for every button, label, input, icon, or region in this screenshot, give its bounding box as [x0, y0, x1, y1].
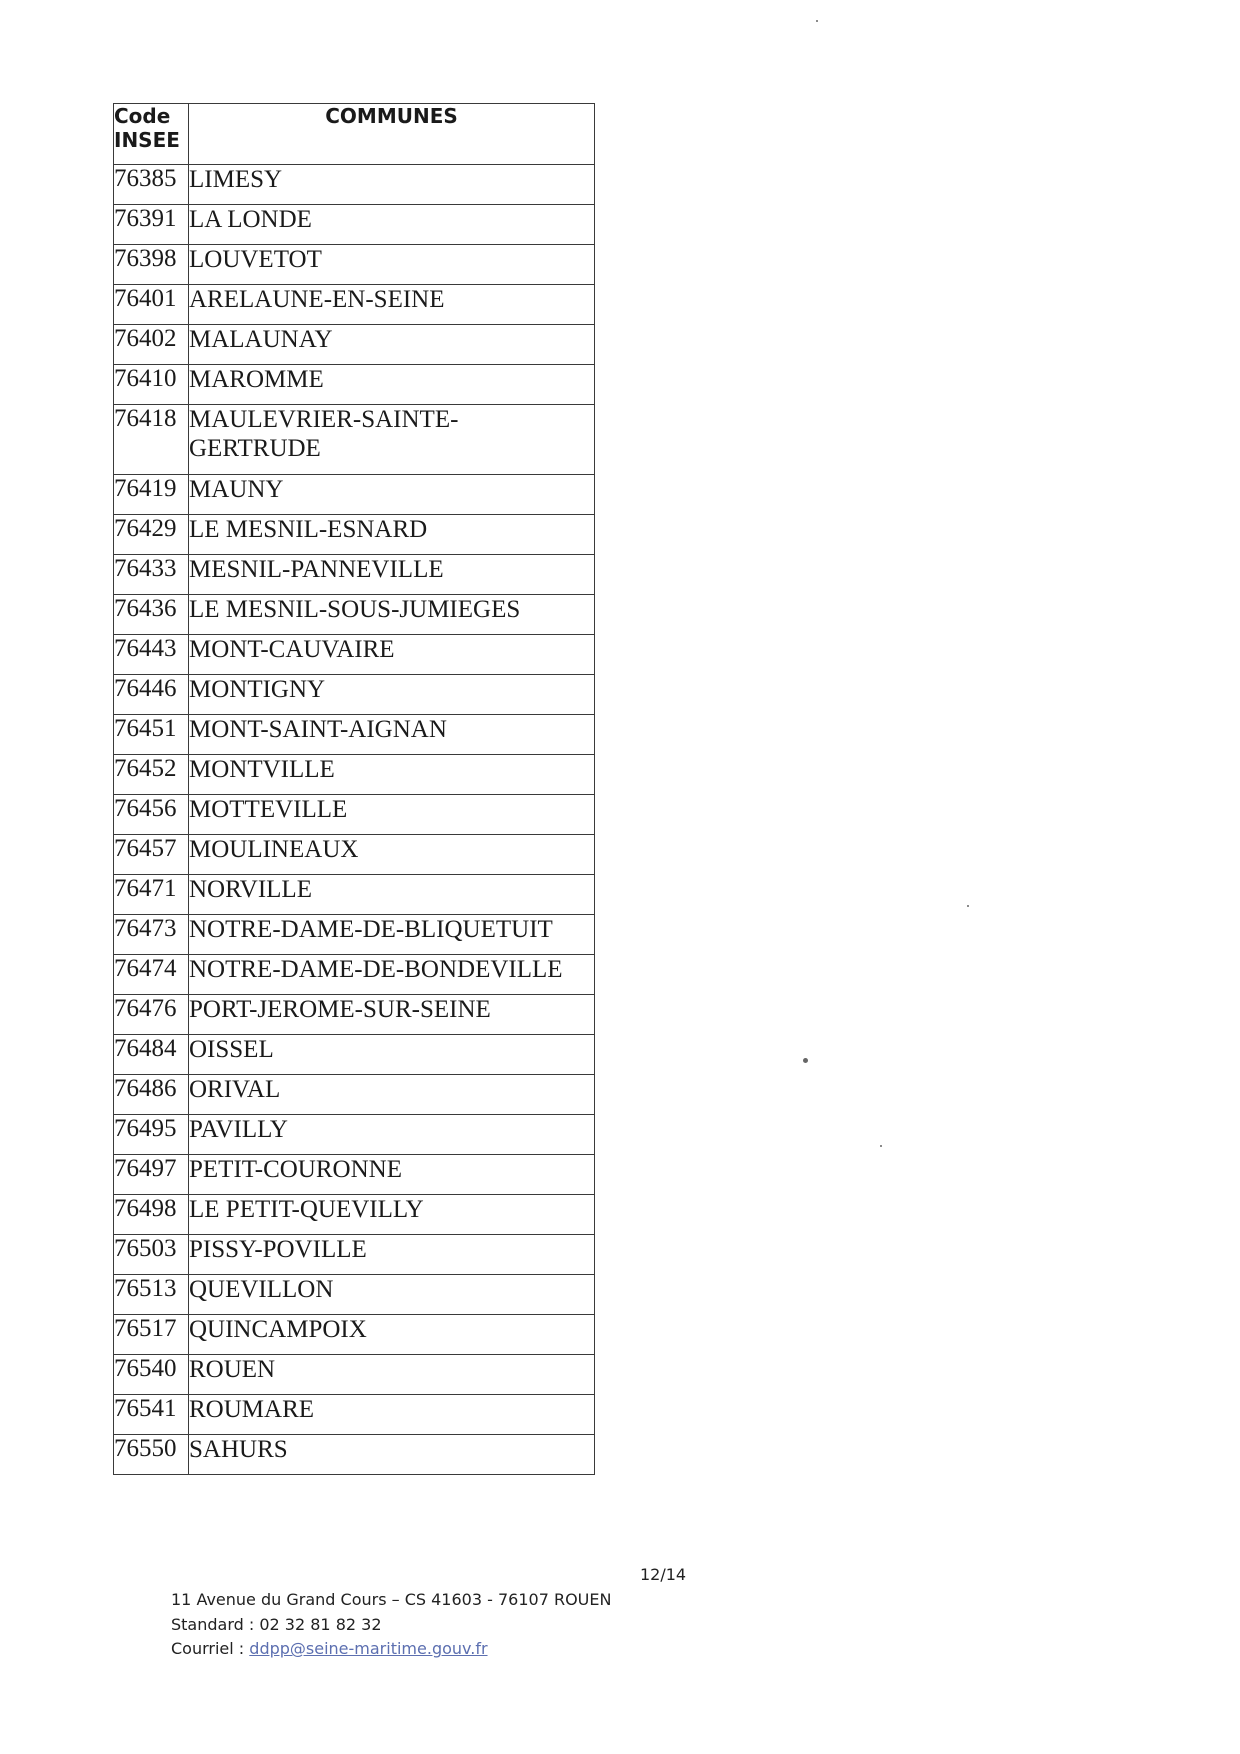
insee-code-cell: 76513: [114, 1275, 189, 1315]
commune-name-cell: MONT-SAINT-AIGNAN: [189, 715, 595, 755]
insee-code-cell: 76402: [114, 325, 189, 365]
header-code-insee: Code INSEE: [114, 104, 189, 165]
insee-code-cell: 76484: [114, 1035, 189, 1075]
commune-name-cell: ORIVAL: [189, 1075, 595, 1115]
table-row: [114, 165, 595, 205]
commune-name-cell: LE MESNIL-ESNARD: [189, 515, 595, 555]
footer-address: 11 Avenue du Grand Cours – CS 41603 - 76107 ROUEN: [171, 1590, 612, 1609]
insee-code-cell: 76476: [114, 995, 189, 1035]
footer-email-link[interactable]: ddpp@seine-maritime.gouv.fr: [249, 1639, 488, 1658]
table-row: [114, 795, 595, 835]
table-row: [114, 595, 595, 635]
commune-name-cell: MONTIGNY: [189, 675, 595, 715]
insee-code-cell: 76486: [114, 1075, 189, 1115]
table-row: [114, 1395, 595, 1435]
table-row: [114, 675, 595, 715]
insee-code-cell: 76391: [114, 205, 189, 245]
table-row: [114, 835, 595, 875]
scan-speck: [880, 1145, 882, 1147]
insee-code-cell: 76410: [114, 365, 189, 405]
scan-speck: [803, 1058, 808, 1063]
table-row: [114, 1075, 595, 1115]
table-row: [114, 325, 595, 365]
table-row: [114, 245, 595, 285]
commune-name-cell: SAHURS: [189, 1435, 595, 1475]
insee-code-cell: 76474: [114, 955, 189, 995]
insee-code-cell: 76541: [114, 1395, 189, 1435]
footer: [171, 1588, 611, 1662]
commune-name-cell: LE MESNIL-SOUS-JUMIEGES: [189, 595, 595, 635]
insee-code-cell: 76443: [114, 635, 189, 675]
commune-name-cell: ARELAUNE-EN-SEINE: [189, 285, 595, 325]
commune-name-cell: MALAUNAY: [189, 325, 595, 365]
commune-name-cell: LA LONDE: [189, 205, 595, 245]
insee-code-cell: 76429: [114, 515, 189, 555]
insee-code-cell: 76419: [114, 475, 189, 515]
table-row: [114, 205, 595, 245]
table-row: [114, 1275, 595, 1315]
table-row: [114, 1155, 595, 1195]
commune-name-cell: NOTRE-DAME-DE-BONDEVILLE: [189, 955, 595, 995]
insee-code-cell: 76452: [114, 755, 189, 795]
table-row: [114, 285, 595, 325]
commune-name-cell: PAVILLY: [189, 1115, 595, 1155]
table-row: [114, 1195, 595, 1235]
insee-code-cell: 76385: [114, 165, 189, 205]
table-row: [114, 915, 595, 955]
table-row: [114, 995, 595, 1035]
insee-code-cell: 76433: [114, 555, 189, 595]
insee-code-cell: 76550: [114, 1435, 189, 1475]
insee-code-cell: 76451: [114, 715, 189, 755]
table-row: [114, 1435, 595, 1475]
insee-code-cell: 76503: [114, 1235, 189, 1275]
commune-name-cell: MOTTEVILLE: [189, 795, 595, 835]
table-row: [114, 1115, 595, 1155]
commune-name-cell: MAROMME: [189, 365, 595, 405]
commune-name-cell: PORT-JEROME-SUR-SEINE: [189, 995, 595, 1035]
insee-code-cell: 76418: [114, 405, 189, 475]
commune-name-cell: NORVILLE: [189, 875, 595, 915]
table-row: [114, 1355, 595, 1395]
insee-code-cell: 76497: [114, 1155, 189, 1195]
commune-name-cell: QUINCAMPOIX: [189, 1315, 595, 1355]
commune-name-cell: MOULINEAUX: [189, 835, 595, 875]
insee-code-cell: 76495: [114, 1115, 189, 1155]
commune-name-cell: LOUVETOT: [189, 245, 595, 285]
table-row: [114, 1235, 595, 1275]
scan-speck: [967, 905, 969, 907]
insee-code-cell: 76498: [114, 1195, 189, 1235]
commune-name-cell: MONTVILLE: [189, 755, 595, 795]
commune-name-cell: PETIT-COURONNE: [189, 1155, 595, 1195]
table-row: [114, 365, 595, 405]
footer-email-label: Courriel :: [171, 1639, 245, 1658]
commune-name-cell: OISSEL: [189, 1035, 595, 1075]
insee-code-cell: 76398: [114, 245, 189, 285]
commune-name-cell: MAULEVRIER-SAINTE- GERTRUDE: [189, 405, 595, 475]
insee-code-cell: 76540: [114, 1355, 189, 1395]
table-row: [114, 475, 595, 515]
table-row: [114, 755, 595, 795]
table-row: [114, 405, 595, 475]
commune-name-cell: ROUMARE: [189, 1395, 595, 1435]
table-header-row: [114, 104, 595, 165]
insee-code-cell: 76446: [114, 675, 189, 715]
insee-code-cell: 76436: [114, 595, 189, 635]
insee-code-cell: 76473: [114, 915, 189, 955]
commune-name-cell: MONT-CAUVAIRE: [189, 635, 595, 675]
table-row: [114, 555, 595, 595]
commune-name-cell: MESNIL-PANNEVILLE: [189, 555, 595, 595]
table-row: [114, 715, 595, 755]
commune-name-cell: MAUNY: [189, 475, 595, 515]
insee-code-cell: 76401: [114, 285, 189, 325]
commune-name-cell: LIMESY: [189, 165, 595, 205]
insee-code-cell: 76517: [114, 1315, 189, 1355]
footer-phone: Standard : 02 32 81 82 32: [171, 1614, 382, 1634]
table-row: [114, 1315, 595, 1355]
commune-name-cell: PISSY-POVILLE: [189, 1235, 595, 1275]
table-row: [114, 955, 595, 995]
table-row: [114, 1035, 595, 1075]
header-communes: COMMUNES: [189, 104, 595, 165]
insee-code-cell: 76457: [114, 835, 189, 875]
communes-table: [113, 103, 595, 1475]
table-body: [114, 165, 595, 1475]
table-row: [114, 515, 595, 555]
commune-name-cell: LE PETIT-QUEVILLY: [189, 1195, 595, 1235]
footer-email-line: [171, 1637, 611, 1662]
insee-code-cell: 76471: [114, 875, 189, 915]
commune-name-cell: ROUEN: [189, 1355, 595, 1395]
commune-name-cell: QUEVILLON: [189, 1275, 595, 1315]
scan-speck: [816, 20, 818, 22]
commune-name-cell: NOTRE-DAME-DE-BLIQUETUIT: [189, 915, 595, 955]
page-number: 12/14: [640, 1565, 687, 1584]
table-row: [114, 635, 595, 675]
insee-code-cell: 76456: [114, 795, 189, 835]
table-row: [114, 875, 595, 915]
